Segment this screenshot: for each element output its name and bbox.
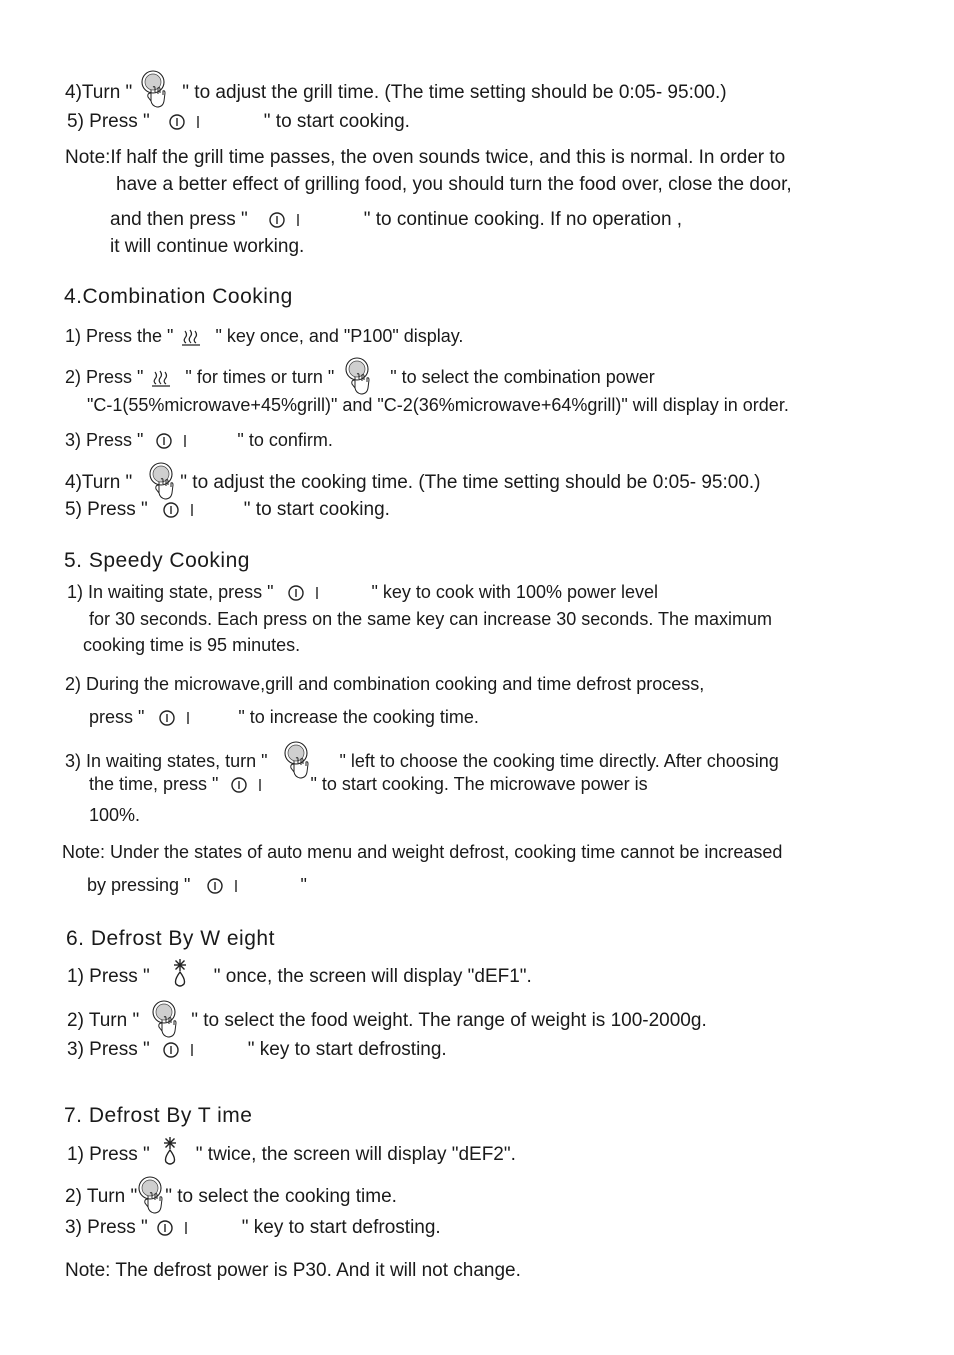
- speedy-step-1: 1) In waiting state, press " " key to cook with 100% power level: [67, 582, 659, 602]
- knob-hand-icon: [138, 69, 172, 109]
- grill-combination-icon: [151, 368, 171, 388]
- start-quick-icon: [230, 775, 270, 795]
- combination-step-5: 5) Press " " to start cooking.: [65, 499, 390, 520]
- defrost-icon: [170, 958, 190, 988]
- combination-step-4: 4)Turn " " to adjust the cooking time. (The time setting should be 0:05- 95:00.): [65, 463, 761, 503]
- combination-step-2-line-2: "C-1(55%microwave+45%grill)" and "C-2(36%microwave+64%grill)" will display in order.: [87, 395, 789, 415]
- defrost-time-heading: 7. Defrost By T ime: [64, 1104, 253, 1127]
- speedy-step-3-line-2: the time, press " " to start cooking. The microwave power is: [89, 774, 648, 794]
- defrost-weight-step-1: 1) Press " " once, the screen will display "dEF1".: [67, 962, 532, 992]
- grill-note-line-1: Note:If half the grill time passes, the oven sounds twice, and this is normal. In order to: [65, 147, 786, 168]
- start-quick-icon: [168, 112, 208, 132]
- combination-heading: 4.Combination Cooking: [64, 285, 293, 308]
- defrost-weight-step-2: 2) Turn " " to select the food weight. The range of weight is 100-2000g.: [67, 1001, 707, 1041]
- grill-note-line-4: it will continue working.: [110, 236, 305, 257]
- speedy-heading: 5. Speedy Cooking: [64, 549, 250, 572]
- speedy-step-1-line-2: for 30 seconds. Each press on the same key can increase 30 seconds. The maximum: [89, 609, 773, 629]
- start-quick-icon: [268, 210, 308, 230]
- defrost-time-step-3: 3) Press " " key to start defrosting.: [65, 1217, 441, 1238]
- combination-step-3: 3) Press " " to confirm.: [65, 430, 333, 450]
- start-quick-icon: [158, 708, 198, 728]
- start-quick-icon: [162, 1040, 202, 1060]
- combination-step-1: 1) Press the " " key once, and "P100" display.: [65, 326, 464, 346]
- grill-note-line-2: have a better effect of grilling food, you should turn the food over, close the door,: [116, 174, 792, 195]
- knob-hand-icon: [146, 461, 180, 501]
- speedy-step-2: 2) During the microwave,grill and combination cooking and time defrost process,: [65, 674, 705, 694]
- defrost-icon: [160, 1136, 180, 1166]
- defrost-time-step-1: 1) Press " " twice, the screen will display "dEF2".: [67, 1140, 516, 1170]
- defrost-weight-step-3: 3) Press " " key to start defrosting.: [67, 1039, 447, 1060]
- speedy-note: Note: Under the states of auto menu and weight defrost, cooking time cannot be increased: [62, 842, 783, 862]
- defrost-time-step-2: 2) Turn " " to select the cooking time.: [65, 1177, 397, 1217]
- knob-hand-icon: [149, 999, 183, 1039]
- defrost-weight-heading: 6. Defrost By W eight: [66, 927, 275, 950]
- start-quick-icon: [155, 431, 195, 451]
- speedy-step-1-line-3: cooking time is 95 minutes.: [83, 635, 301, 655]
- grill-note-line-3: and then press " " to continue cooking. If no operation ,: [110, 209, 683, 230]
- knob-hand-icon: [135, 1175, 169, 1215]
- speedy-step-3: 3) In waiting states, turn " " left to choose the cooking time directly. After choosing: [65, 742, 779, 782]
- start-quick-icon: [162, 500, 202, 520]
- start-quick-icon: [156, 1218, 196, 1238]
- grill-combination-icon: [181, 327, 201, 347]
- speedy-step-3-line-3: 100%.: [89, 805, 141, 825]
- knob-hand-icon: [342, 356, 376, 396]
- grill-step-4: 4)Turn " " to adjust the grill time. (The time setting should be 0:05- 95:00.): [65, 73, 727, 113]
- defrost-note: Note: The defrost power is P30. And it will not change.: [65, 1260, 521, 1281]
- start-quick-icon: [206, 876, 246, 896]
- speedy-note-line-2: by pressing " ": [87, 875, 307, 895]
- speedy-step-2-line-2: press " " to increase the cooking time.: [89, 707, 479, 727]
- start-quick-icon: [287, 583, 327, 603]
- grill-step-5: 5) Press " " to start cooking.: [67, 111, 410, 132]
- combination-step-2: 2) Press " " for times or turn " " to select the combination power: [65, 358, 655, 398]
